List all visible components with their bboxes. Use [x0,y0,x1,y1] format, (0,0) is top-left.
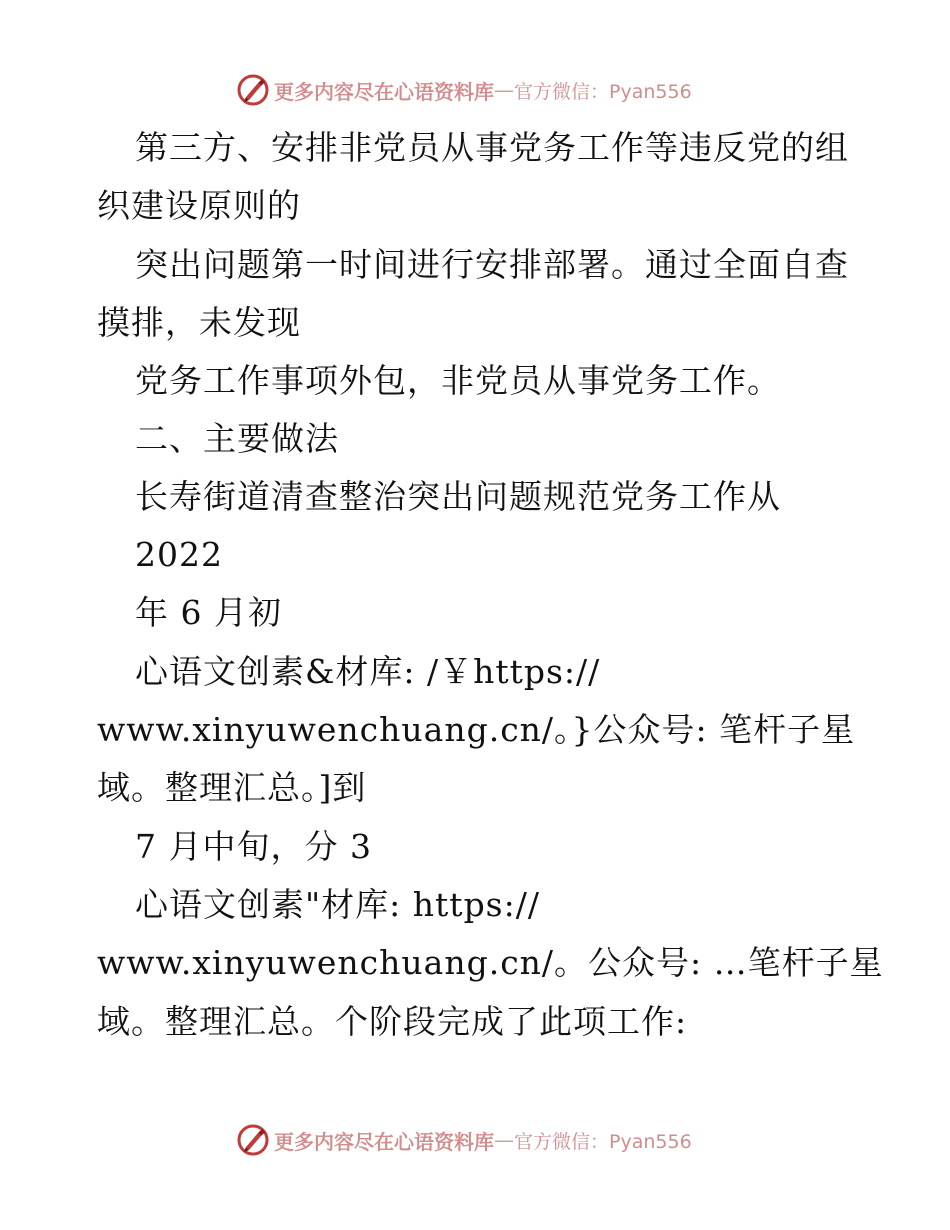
body-line: 年 6 月初 [135,593,282,632]
pen-logo-icon [236,1123,270,1157]
body-line: www.xinyuwenchuang.cn/。公众号: …笔杆子星 [97,943,884,982]
section-heading: 二、主要做法 [135,419,339,458]
watermark-wechat-text: 官方微信：Pyan556 [514,80,692,103]
footer-watermark [236,1122,692,1158]
body-line: 第三方、安排非党员从事党务工作等违反党的组 [135,128,849,167]
body-line: 织建设原则的 [97,186,301,225]
body-line: 突出问题第一时间进行安排部署。通过全面自查 [135,245,849,284]
body-line: 心语文创素&材库: /￥https:// [135,652,601,691]
body-line: 7 月中旬，分 3 [135,827,372,866]
watermark-separator: — [494,1128,514,1152]
body-line: 长寿街道清查整治突出问题规范党务工作从 [135,477,781,516]
body-line: 域。整理汇总。]到 [97,768,367,807]
watermark-separator: — [494,78,514,102]
body-line: 摸排，未发现 [97,303,301,342]
watermark-main-text: 更多内容尽在心语资料库 [274,79,494,104]
header-watermark [236,72,692,108]
body-line: 2022 [135,535,223,574]
body-line: 党务工作事项外包，非党员从事党务工作。 [135,361,781,400]
pen-logo-icon [236,73,270,107]
watermark-main-text: 更多内容尽在心语资料库 [274,1129,494,1154]
body-line: www.xinyuwenchuang.cn/。}公众号: 笔杆子星 [97,710,856,749]
body-line: 域。整理汇总。个阶段完成了此项工作: [97,1002,688,1041]
body-line: 心语文创素"材库: https:// [135,885,540,924]
watermark-wechat-text: 官方微信：Pyan556 [514,1130,692,1153]
